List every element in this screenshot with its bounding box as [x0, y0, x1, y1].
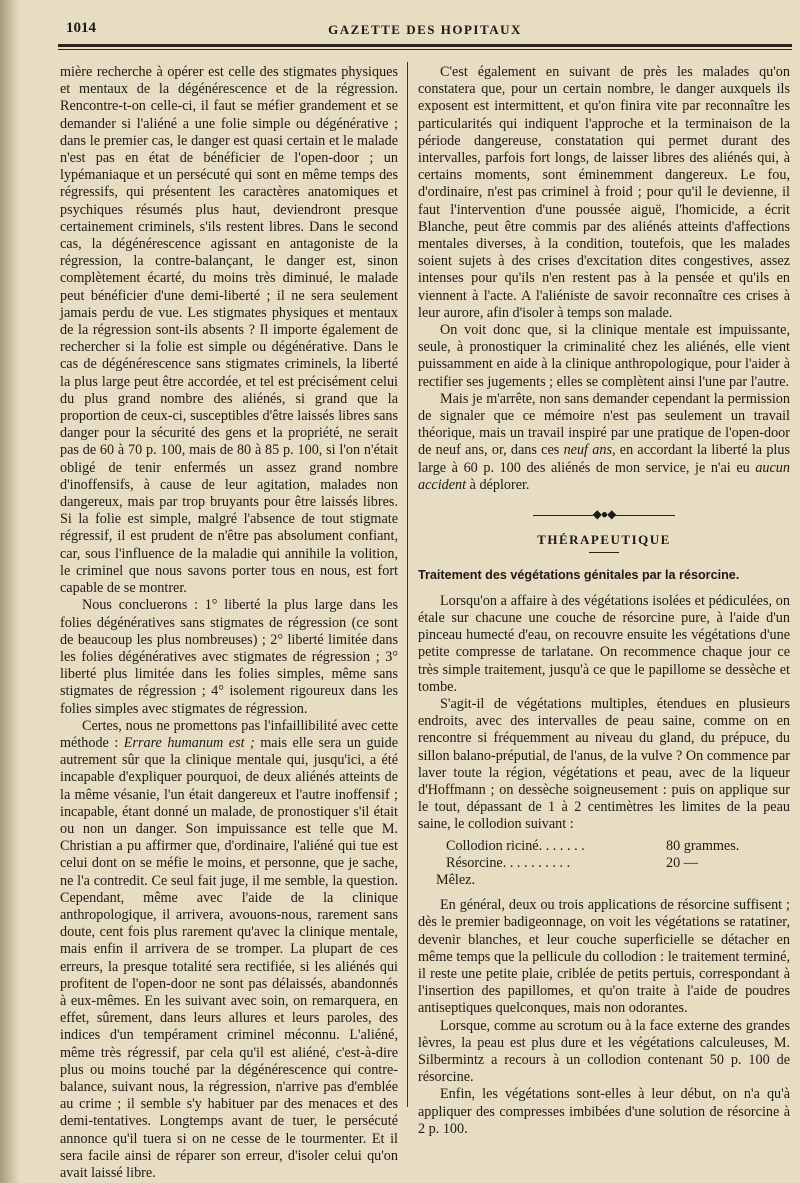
left-column	[60, 64, 398, 1182]
formula-ingredient: Résorcine. . . . . . . . . .	[446, 854, 571, 871]
formula-quantity: 20 —	[666, 854, 698, 871]
formula-row	[418, 838, 790, 855]
article-paragraph: S'agit-il de végétations multiples, étendues en plusieurs endroits, avec des intervalles de peau saine, comme on en rencontre si fréquemment au niveau du gland, du prépuce, du sillon balano-préputial, de l'anus, de la vulve ? On commence par laver toute la région, végétations et peau, avec de la liqueur d'Hoffmann ; on dessèche soigneusement : puis on applique sur le tout, dépassant de 1 à 2 centimètres les limites de la peau saine, le collodion suivant :	[418, 695, 790, 833]
article-paragraph: Enfin, les végétations sont-elles à leur début, on n'a qu'à appliquer des compresses imbibées d'une solution de résorcine à 2 p. 100.	[418, 1086, 790, 1137]
page-header	[58, 20, 792, 42]
left-paragraph: mière recherche à opérer est celle des stigmates physiques et mentaux de la dégénérescence et de la régression. Rencontre-t-on celle-ci, il faut se méfier grandement et se demander si l'aliéné a une folie simple ou dégénérative ; dans le premier cas, le danger est quasi certain et le malade n'est pas en état de bénéficier de l'open-door ; un lypémaniaque et un persécuté qui sont en même temps des régressifs, qui présentent les caractères anatomiques et psychiques résumés plus haut, deviendront presque certainement criminels, s'ils restent libres. Dans le second cas, la dégénérescence agissant en antagoniste de la régression, la contre-balançant, le danger est, sinon complètement écarté, du moins très diminué, le malade peut bénéficier d'une demi-liberté ; il ne sera seulement jamais perdu de vue. Les stigmates physiques et mentaux de la régression sont-ils absents ? Il importe également de rechercher si la folie est simple ou dégénérative. Dans le cas de dégénérescence sans stigmates criminels, la liberté la plus large peut être accordée, et tel est précisément celui du plus grand nombre des aliénés, si grand que la proportion de ceux-ci, susceptibles d'être laissés libres sans danger pour la sécurité des gens et la propriété, ne serait pas de 60 à 70 p. 100, mais de 80 à 85 p. 100, si l'on n'était obligé de tenir enfermés un assez grand nombre d'inoffensifs, à cause de leur agitation, malades non dangereux, mais par trop bruyants pour être laissés libres. Si la folie est simple, malgré l'absence de tout stigmate régressif, il est prudent de n'être pas absolument confiant, car, sous l'influence de la maladie qui annihile la volition, le criminel que nous savons porter tous en nous, est fort capable de se montrer.	[60, 64, 398, 597]
left-paragraph-final	[60, 718, 398, 1182]
text-run: mais elle sera un guide autrement sûr que la clinique mentale qui, jusqu'ici, a été incapable d'expliquer pourquoi, de deux aliénés atteints de la même vésanie, l'un était dangereux et l'autre inoffensif ; incapable, étant donné un malade, de pronostiquer s'il était ou non un danger. Son impuissance est telle que M. Christian a pu affirmer que, d'ordinaire, l'aliéné qui tue est celui dont on se méfie le moins, et personne, que je sache, ne l'a contredit. Ce seul fait juge, il me semble, la question. Cependant, même avec l'aide de la clinique anthropologique, il arrivera, avouons-nous, rarement sans doute, cent fois plus rarement qu'avec la clinique mentale, mais enfin il arrivera de se tromper. La plupart de ces erreurs, la presque totalité sera rectifiée, si les aliénés qui profitent de l'open-door ne sont pas délaissés, abandonnés à eux-mêmes. En les suivant avec soin, on remarquera, en effet, sûrement, dans leurs allures et leurs paroles, des indices d'un tempérament criminel méconnu. L'aliéné, même très régressif, par cela qu'il est aliéné, c'est-à-dire plus ou moins touché par la dégénérescence qui contre-balance, suivant nous, la régression, n'arrive pas d'emblée au crime ; il semble s'y habituer par des menaces et des demi-tentatives. Longtemps avant de tuer, le persécuté annonce qu'il tuera si on ne cesse de le tourmenter. Et il sera facile ainsi de réparer son erreur, d'isoler celui qu'on avait laissé libre.	[60, 734, 399, 1181]
formula-row	[418, 855, 790, 872]
formula-ingredient: Collodion riciné. . . . . . .	[446, 837, 585, 854]
column-divider	[407, 62, 408, 1107]
emphasis: neuf ans	[563, 442, 612, 459]
text-run: Certes, nous ne promettons pas l'infaillibilité avec cette méthode :	[60, 717, 398, 751]
formula-instruction: Mêlez.	[436, 871, 475, 888]
article-paragraph: Lorsqu'on a affaire à des végétations isolées et pédiculées, on étale sur chacune une couche de résorcine pure, à l'aide d'un pinceau humecté d'eau, on recouvre ensuite les végétations d'une petite compresse de tarlatane. On recommence chaque jour ce très simple traitement, jusqu'à ce que le papillome se dessèche et tombe.	[418, 592, 790, 695]
text-run: Mais je m'arrête, non sans demander cependant la permission de signaler que ce mémoire n'est pas seulement un travail théorique, mais un travail inspiré par une pratique de l'open-door de neuf ans, or, dans ces	[418, 390, 790, 459]
right-column	[418, 64, 790, 1138]
header-rule-thick	[58, 44, 792, 47]
text-run: à déplorer.	[466, 476, 530, 493]
text-run: , en accordant la liberté la plus large à 60 p. 100 des aliénés de mon service, je n'ai eu	[418, 442, 790, 476]
header-rule-thin	[58, 49, 792, 50]
left-paragraph: Nous concluerons : 1° liberté la plus large dans les folies dégénératives sans stigmates de régression (ce sont de beaucoup les plus nombreuses) ; 2° liberté limitée dans les folies dégénératives avec stigmates de régression ; 3° liberté plus limitée dans les folies simples, même sans stigmates de régression ; 4° isolement rigoureux dans les folies simples avec stigmates de régression.	[60, 597, 398, 717]
page-number: 1014	[66, 20, 96, 36]
prescription-formula	[418, 838, 790, 890]
journal-title: GAZETTE DES HOPITAUX	[328, 22, 522, 37]
article-paragraph: En général, deux ou trois applications de résorcine suffisent ; dès le premier badigeonnage, on voit les végétations se ratatiner, devenir blanches, et leur couche superficielle se détacher en même temps que la pellicule du collodion : le traitement terminé, il reste une petite plaie, criblée de petits pertuis, correspondant à l'insertion des papillomes, et qu'on traite à l'aide de poudres antiseptiques quelconques, mais non odorantes.	[418, 897, 790, 1017]
formula-quantity: 80 grammes.	[666, 837, 740, 854]
page-binding-edge	[0, 0, 20, 1183]
section-title: THÉRAPEUTIQUE	[537, 532, 671, 548]
right-paragraph: On voit donc que, si la clinique mentale est impuissante, seule, à pronostiquer la criminalité chez les aliénés, elle vient puissamment en aide à la clinique anthropologique, pour l'aider à rectifier ses jugements ; elles se complètent ainsi l'une par l'autre.	[418, 322, 790, 390]
article-paragraph: Lorsque, comme au scrotum ou à la face externe des grandes lèvres, la peau est plus dure et les végétations calculeuses, M. Silbermintz a recours à un collodion contenant 50 p. 100 de résorcine.	[418, 1017, 790, 1086]
section-ornament: ◆●◆	[418, 506, 790, 523]
section-short-rule	[589, 552, 619, 553]
article-title: Traitement des végétations génitales par la résorcine.	[418, 568, 740, 583]
right-paragraph: C'est également en suivant de près les malades qu'on constatera que, pour un certain nombre, le danger auxquels ils exposent est intermittent, et qu'on finira vite par reconnaître les particularités qui indiquent l'approche et la terminaison de la période dangereuse, constatation qui permet durant des intervalles, parfois fort longs, de laisser libres des aliénés qui, à certains moments, sont éminemment dangereux. Le fou, d'ordinaire, n'est pas criminel à froid ; pour qu'il le devienne, il faut l'intervention d'une poussée aiguë, l'homicide, a écrit Blanche, peut être commis par des aliénés atteints d'affections mentales diverses, à la condition, toutefois, que les malades soient sujets à des crises d'excitation dites congestives, assez intenses pour qu'ils n'en restent pas à la pensée et qu'ils en viennent à l'acte. A l'aliéniste de savoir reconnaître ces crises à leur aurore, afin d'isoler à temps son malade.	[418, 64, 790, 321]
latin-quote: Errare humanum est ;	[123, 734, 255, 751]
emphasis: aucun accident	[418, 459, 790, 493]
right-paragraph-final	[418, 391, 790, 494]
